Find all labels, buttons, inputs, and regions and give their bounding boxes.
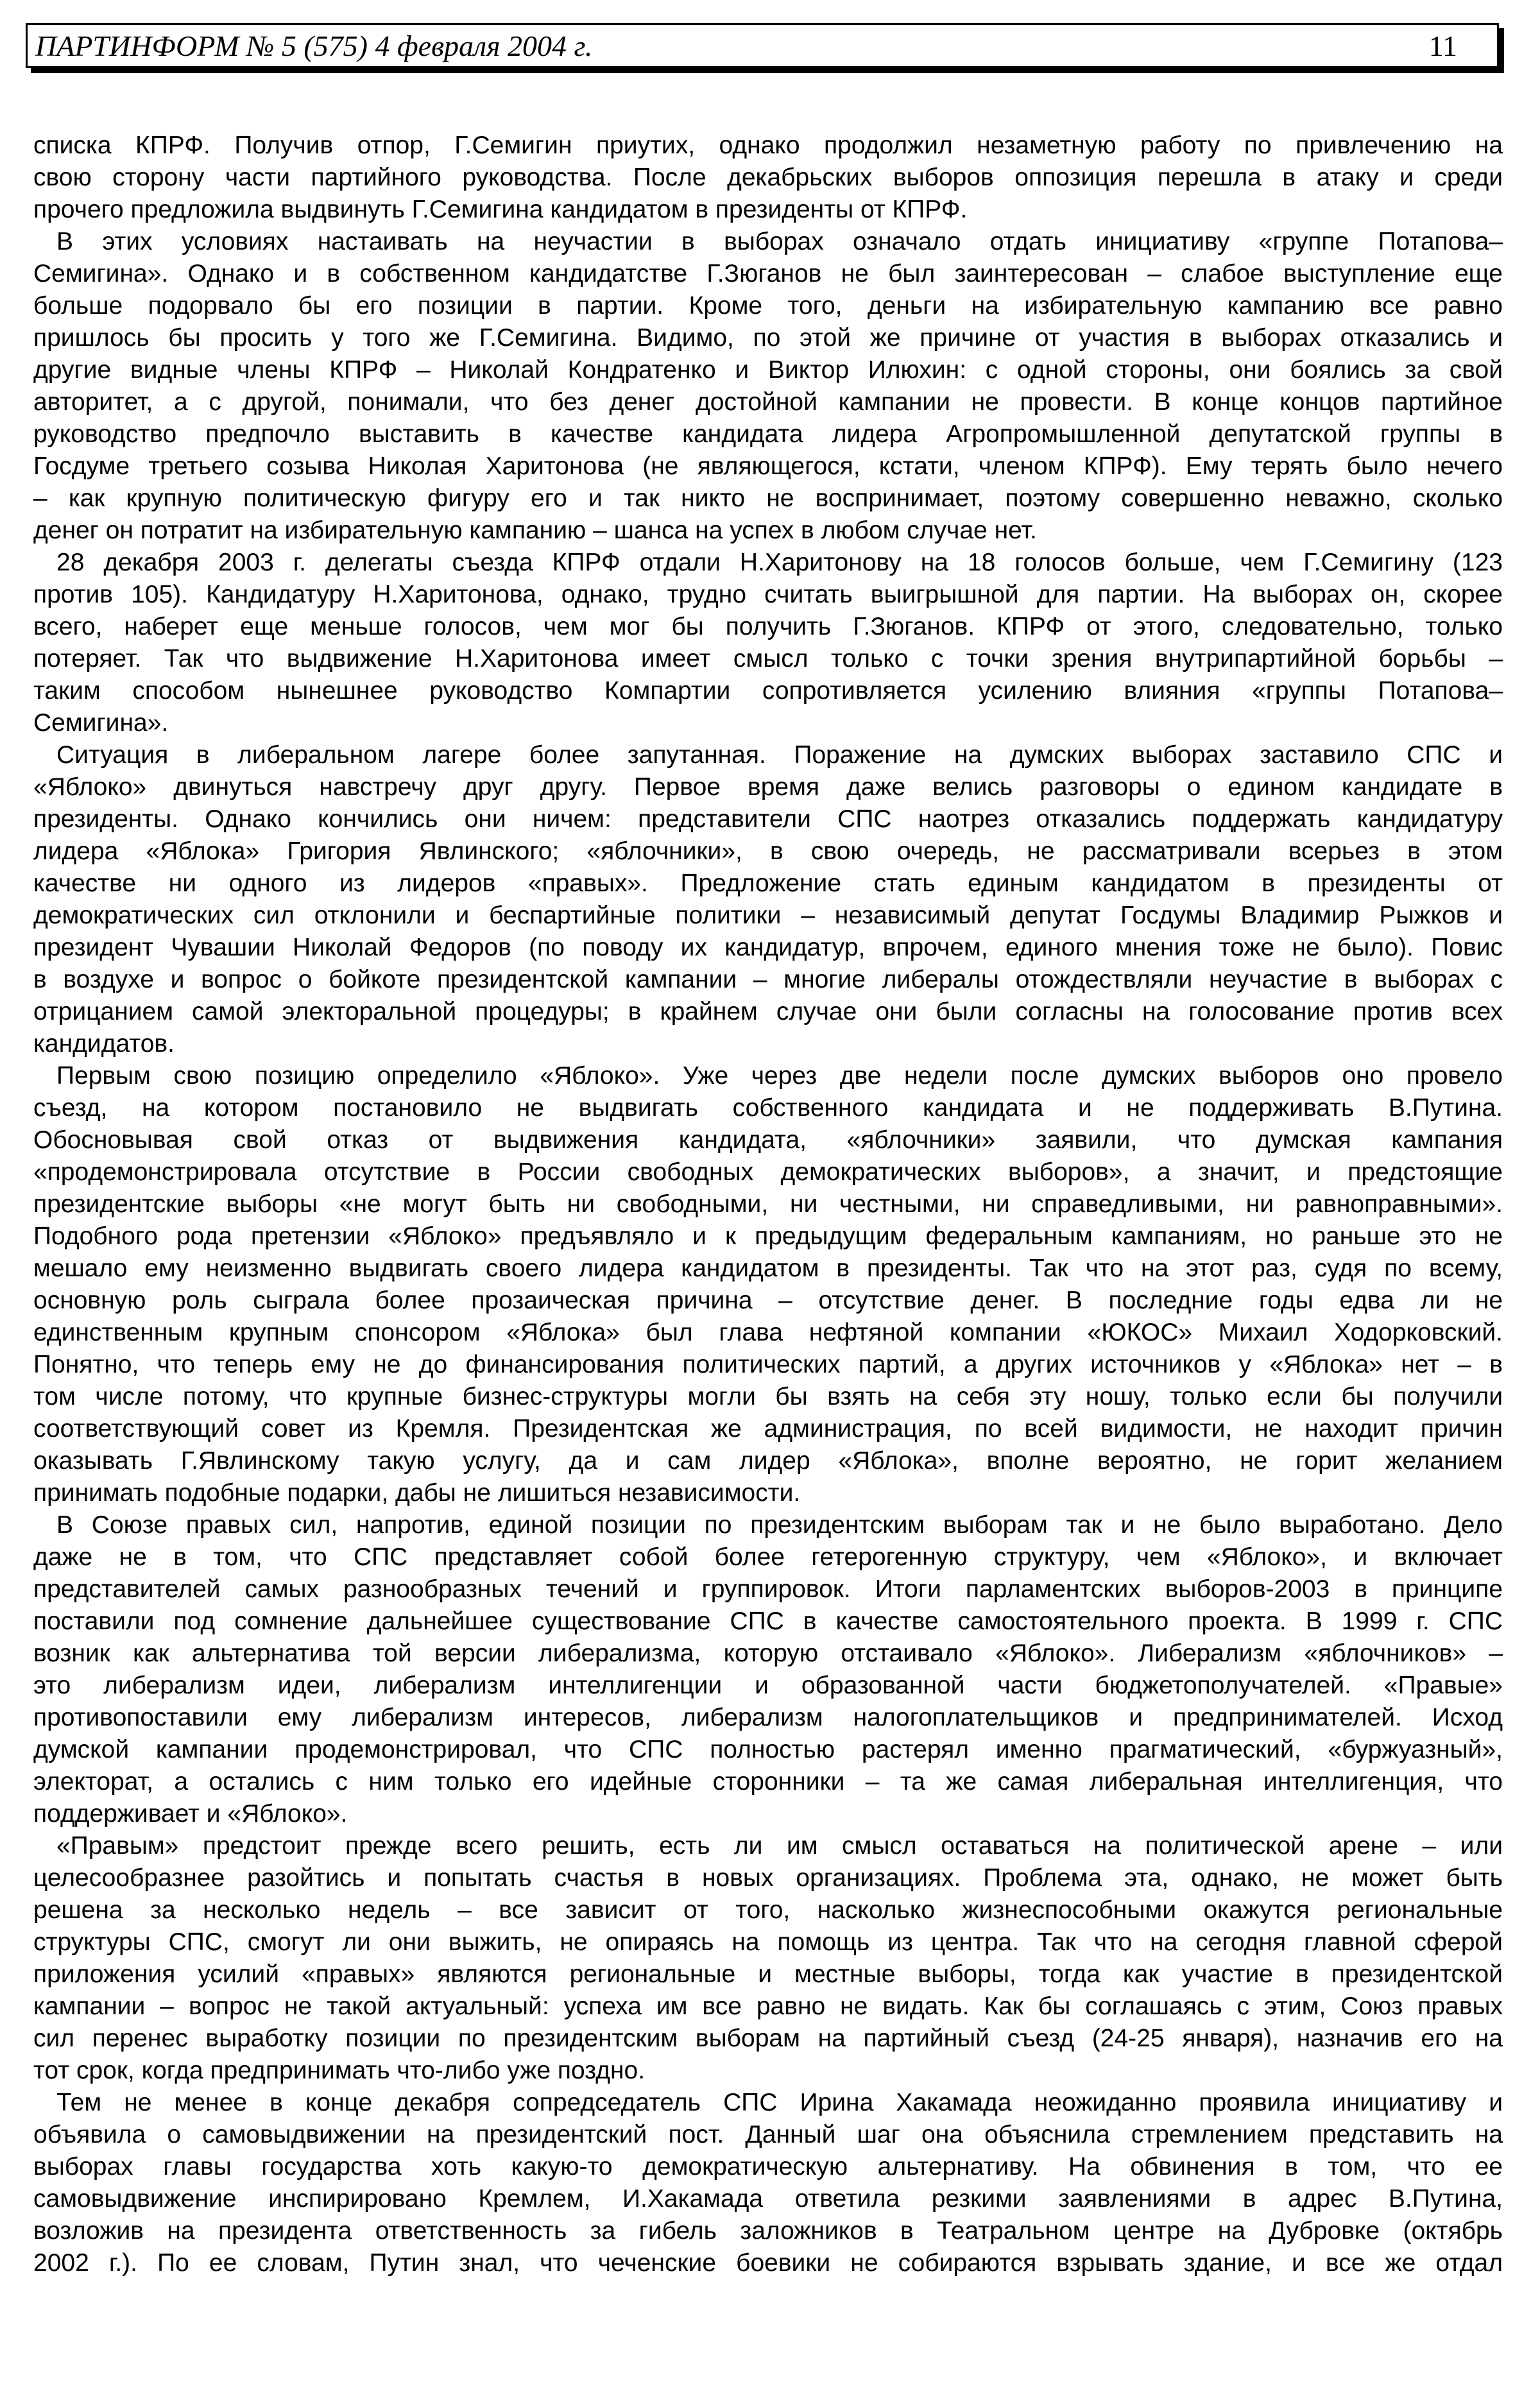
text-line: поставили под сомнение дальнейшее существование СПС в качестве самостоятельного проекта. В 1999 г. СПС [33, 1607, 1503, 1635]
paragraph [33, 226, 1503, 547]
text-line: сил перенес выработку позиции по президентским выборам на партийный съезд (24-25 января), назначив его на [33, 2025, 1503, 2052]
text-line: другие видные члены КПРФ – Николай Кондратенко и Виктор Илюхин: с одной стороны, они боялись за свой [33, 356, 1503, 384]
text-line: 28 декабря 2003 г. делегаты съезда КПРФ отдали Н.Харитонову на 18 голосов больше, чем Г.Семигину (123 [56, 549, 1503, 576]
text-line: Первым свою позицию определило «Яблоко». Уже через две недели после думских выборов оно провело [56, 1062, 1503, 1090]
text-line: демократических сил отклонили и беспартийные политики – независимый депутат Госдумы Владимир Рыжков и [33, 902, 1503, 929]
text-line: поддерживает и «Яблоко». [33, 1800, 348, 1828]
text-line: решена за несколько недель – все зависит от того, насколько жизнеспособными окажутся региональные [33, 1896, 1503, 1924]
text-line: в воздухе и вопрос о бойкоте президентской кампании – многие либералы отождествляли неучастие в выборах с [33, 966, 1503, 993]
text-line: денег он потратит на избирательную кампанию – шанса на успех в любом случае нет. [33, 517, 1037, 544]
paragraph [33, 739, 1503, 1060]
paragraph [33, 1830, 1503, 2087]
text-line: отрицанием самой электоральной процедуры; в крайнем случае они были согласны на голосование против всех [33, 998, 1503, 1025]
text-line: том числе потому, что крупные бизнес-структуры могли бы взять на себя эту ношу, только если бы получили [33, 1383, 1503, 1410]
text-line: Госдуме третьего созыва Николая Харитонова (не являющегося, кстати, членом КПРФ). Ему терять было нечего [33, 452, 1503, 480]
text-line: Подобного рода претензии «Яблоко» предъявляло и к предыдущим федеральным кампаниям, но раньше это не [33, 1222, 1503, 1250]
publication-title: ПАРТИНФОРМ № 5 (575) 4 февраля 2004 г. [35, 30, 593, 62]
text-line: всего, наберет еще меньше голосов, чем мог бы получить Г.Зюганов. КПРФ от этого, следовательно, только [33, 613, 1503, 640]
text-line: «Яблоко» двинуться навстречу друг другу. Первое время даже велись разговоры о едином кандидате в [33, 773, 1503, 801]
text-line: президентские выборы «не могут быть ни свободными, ни честными, ни справедливыми, ни равноправными». [33, 1190, 1503, 1218]
text-line: против 105). Кандидатуру Н.Харитонова, однако, трудно считать выигрышной для партии. На выборах он, скорее [33, 581, 1503, 608]
text-line: Обосновывая свой отказ от выдвижения кандидата, «яблочники» заявили, что думская кампания [33, 1126, 1503, 1154]
text-line: «Правым» предстоит прежде всего решить, есть ли им смысл оставаться на политической арене – или [56, 1832, 1503, 1860]
page-number: 11 [1428, 30, 1457, 62]
text-line: лидера «Яблока» Григория Явлинского; «яблочники», в свою очередь, не рассматривали всерьез в этом [33, 837, 1503, 865]
article-body [33, 130, 1503, 2279]
text-line: единственным крупным спонсором «Яблока» был глава нефтяной компании «ЮКОС» Михаил Ходорковский. [33, 1319, 1503, 1346]
text-line: приложения усилий «правых» являются региональные и местные выборы, тогда как участие в президентской [33, 1960, 1503, 1988]
text-line: качестве ни одного из лидеров «правых». Предложение стать единым кандидатом в президенты от [33, 870, 1503, 897]
text-line: «продемонстрировала отсутствие в России свободных демократических выборов», а значит, и предстоящие [33, 1158, 1503, 1186]
paragraph [33, 130, 1503, 226]
text-line: даже не в том, что СПС представляет собой более гетерогенную структуру, чем «Яблоко», и включает [33, 1543, 1503, 1571]
text-line: Семигина». Однако и в собственном кандидатстве Г.Зюганов не был заинтересован – слабое выступление еще [33, 260, 1503, 287]
paragraph [33, 1509, 1503, 1830]
text-line: электорат, а остались с ним только его идейные сторонники – та же самая либеральная интеллигенция, что [33, 1768, 1503, 1795]
text-line: авторитет, а с другой, понимали, что без денег достойной кампании не провести. В конце концов партийное [33, 388, 1503, 416]
text-line: оказывать Г.Явлинскому такую услугу, да и сам лидер «Яблока», вполне вероятно, не горит желанием [33, 1447, 1503, 1475]
text-line: возложив на президента ответственность за гибель заложников в Театральном центре на Дубровке (октябрь [33, 2217, 1503, 2245]
text-line: потеряет. Так что выдвижение Н.Харитонова имеет смысл только с точки зрения внутрипартийной борьбы – [33, 645, 1503, 673]
text-line: – как крупную политическую фигуру его и так никто не воспринимает, поэтому совершенно неважно, сколько [33, 484, 1503, 512]
text-line: списка КПРФ. Получив отпор, Г.Семигин приутих, однако продолжил незаметную работу по привлечению на [33, 132, 1503, 159]
text-line: пришлось бы просить у того же Г.Семигина. Видимо, по этой же причине от участия в выборах отказались и [33, 324, 1503, 352]
text-line: кампании – вопрос не такой актуальный: успеха им все равно не видать. Как бы соглашаясь с этим, Союз правых [33, 1992, 1503, 2020]
text-line: больше подорвало бы его позиции в партии. Кроме того, деньги на избирательную кампанию все равно [33, 292, 1503, 320]
text-line: Тем не менее в конце декабря сопредседатель СПС Ирина Хакамада неожиданно проявила инициативу и [56, 2089, 1503, 2116]
text-line: В этих условиях настаивать на неучастии в выборах означало отдать инициативу «группе Потапова– [56, 228, 1503, 255]
text-line: Ситуация в либеральном лагере более запутанная. Поражение на думских выборах заставило СПС и [56, 741, 1503, 769]
text-line: представителей самых разнообразных течений и группировок. Итоги парламентских выборов-2003 в принципе [33, 1575, 1503, 1603]
text-line: целесообразнее разойтись и попытать счастья в новых организациях. Проблема эта, однако, не может быть [33, 1864, 1503, 1892]
text-line: противопоставили ему либерализм интересов, либерализм налогоплательщиков и предпринимателей. Исход [33, 1704, 1503, 1731]
text-line: В Союзе правых сил, напротив, единой позиции по президентским выборам так и не было выработано. Дело [56, 1511, 1503, 1539]
text-line: президенты. Однако кончились они ничем: представители СПС наотрез отказались поддержать кандидатуру [33, 805, 1503, 833]
paragraph [33, 547, 1503, 739]
text-line: основную роль сыграла более прозаическая причина – отсутствие денег. В последние годы едва ли не [33, 1287, 1503, 1314]
paragraph [33, 2087, 1503, 2279]
text-line: это либерализм идеи, либерализм интеллигенции и образованной части бюджетополучателей. «Правые» [33, 1672, 1503, 1699]
text-line: структуры СПС, смогут ли они выжить, не опираясь на помощь из центра. Так что на сегодня главной сферой [33, 1928, 1503, 1956]
text-line: соответствующий совет из Кремля. Президентская же администрация, по всей видимости, не находит причин [33, 1415, 1503, 1443]
text-line: тот срок, когда предпринимать что-либо уже поздно. [33, 2057, 646, 2084]
text-line: выборах главы государства хоть какую-то демократическую альтернативу. На обвинения в том, что ее [33, 2153, 1503, 2181]
text-line: самовыдвижение инспирировано Кремлем, И.Хакамада ответила резкими заявлениями в адрес В.Путина, [33, 2185, 1503, 2213]
text-line: 2002 г.). По ее словам, Путин знал, что чеченские боевики не собираются взрывать здание, и все же отдал [33, 2249, 1503, 2277]
text-line: мешало ему неизменно выдвигать своего лидера кандидатом в президенты. Так что на этот раз, судя по всему, [33, 1255, 1503, 1282]
text-line: кандидатов. [33, 1030, 175, 1058]
text-line: объявила о самовыдвижении на президентский пост. Данный шаг она объяснила стремлением представить на [33, 2121, 1503, 2148]
paragraph [33, 1060, 1503, 1509]
text-line: руководство предпочло выставить в качестве кандидата лидера Агропромышленной депутатской группы в [33, 420, 1503, 448]
text-line: прочего предложила выдвинуть Г.Семигина кандидатом в президенты от КПРФ. [33, 196, 968, 223]
text-line: думской кампании продемонстрировал, что СПС полностью растерял именно прагматический, «буржуазный», [33, 1736, 1503, 1763]
text-line: президент Чувашии Николай Федоров (по поводу их кандидатур, впрочем, единого мнения тоже не было). Повис [33, 934, 1503, 961]
text-line: свою сторону части партийного руководства. После декабрьских выборов оппозиция перешла в атаку и среди [33, 164, 1503, 191]
text-line: Семигина». [33, 709, 169, 737]
text-line: принимать подобные подарки, дабы не лишиться независимости. [33, 1479, 801, 1507]
text-line: съезд, на котором постановило не выдвигать собственного кандидата и не поддерживать В.Путина. [33, 1094, 1503, 1122]
text-line: таким способом нынешнее руководство Компартии сопротивляется усилению влияния «группы Потапова– [33, 677, 1503, 705]
text-line: возник как альтернатива той версии либерализма, которую отстаивало «Яблоко». Либерализм «яблочников» – [33, 1640, 1503, 1667]
page-header [26, 23, 1499, 68]
text-line: Понятно, что теперь ему не до финансирования политических партий, а других источников у «Яблока» нет – в [33, 1351, 1503, 1378]
